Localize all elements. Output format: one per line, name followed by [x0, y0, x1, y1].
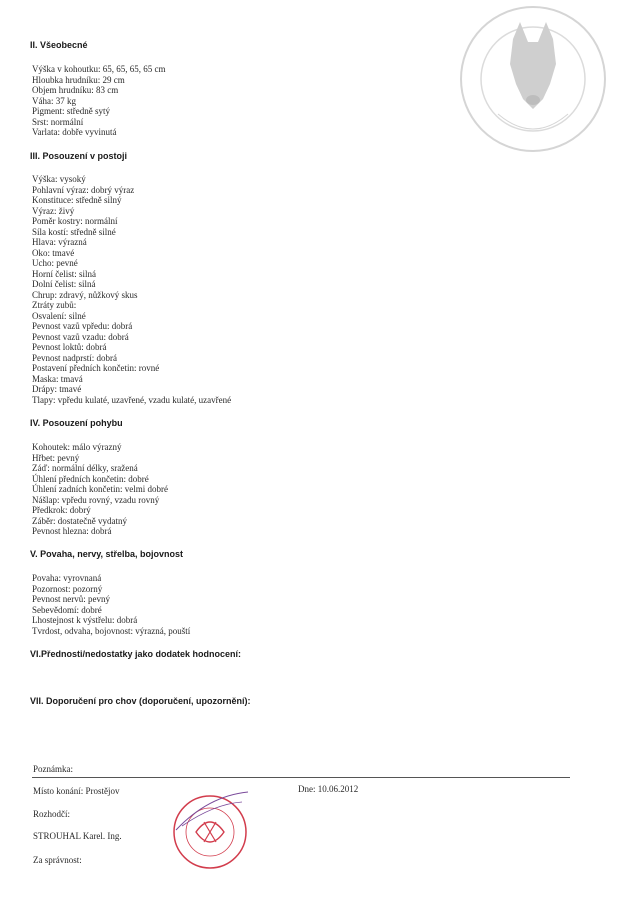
- date-text: Dne: 10.06.2012: [298, 784, 359, 794]
- section-6-heading: VI.Přednosti/nedostatky jako dodatek hodnocení:: [30, 649, 242, 659]
- text-line: Ucho: pevné: [32, 258, 78, 268]
- section-4-lines: [32, 442, 168, 537]
- section-5-heading: V. Povaha, nervy, střelba, bojovnost: [30, 549, 184, 559]
- text-line: Pevnost hlezna: dobrá: [32, 526, 112, 536]
- kennel-club-stamp: [168, 790, 260, 870]
- divider-line: [32, 777, 570, 778]
- judge-label: Rozhodčí:: [33, 809, 70, 819]
- section-2-lines: [32, 64, 166, 138]
- text-line: Varlata: dobře vyvinutá: [32, 127, 117, 137]
- text-line: Tlapy: vpředu kulaté, uzavřené, vzadu kulaté, uzavřené: [32, 394, 232, 405]
- text-line: Oko: tmavé: [32, 247, 75, 258]
- text-line: Pevnost loktů: dobrá: [32, 342, 107, 352]
- text-line: Chrup: zdravý, nůžkový skus: [32, 289, 138, 300]
- text-line: Nášlap: vpředu rovný, vzadu rovný: [32, 494, 160, 505]
- section-4-heading: IV. Posouzení pohybu: [30, 418, 123, 428]
- text-line: Horní čelist: silná: [32, 268, 96, 279]
- text-line: Pevnost nadprstí: dobrá: [32, 352, 117, 363]
- text-line: Výška: vysoký: [32, 174, 86, 184]
- text-line: Postavení předních končetin: rovné: [32, 363, 160, 373]
- text-line: Výraz: živý: [32, 205, 75, 216]
- text-line: Pevnost vazů vpředu: dobrá: [32, 321, 133, 331]
- note-label: Poznámka:: [33, 764, 73, 774]
- text-line: Výška v kohoutku: 65, 65, 65, 65 cm: [32, 64, 166, 74]
- text-line: Pozornost: pozorný: [32, 583, 103, 594]
- text-line: Ztráty zubů:: [32, 300, 77, 310]
- german-shepherd-seal-watermark: [458, 4, 608, 154]
- text-line: Pohlavní výraz: dobrý výraz: [32, 184, 135, 195]
- section-3-heading: III. Posouzení v postoji: [30, 151, 128, 161]
- text-line: Pigment: středně sytý: [32, 106, 110, 116]
- text-line: Objem hrudníku: 83 cm: [32, 85, 119, 95]
- text-line: Povaha: vyrovnaná: [32, 573, 102, 583]
- text-line: Tvrdost, odvaha, bojovnost: výrazná, pouští: [32, 625, 191, 636]
- text-line: Hloubka hrudníku: 29 cm: [32, 74, 125, 85]
- text-line: Kohoutek: málo výrazný: [32, 442, 122, 452]
- text-line: Drápy: tmavé: [32, 384, 82, 394]
- judge-name: STROUHAL Karel. Ing.: [33, 831, 122, 841]
- section-5-lines: [32, 573, 190, 636]
- correctness-label: Za správnost:: [33, 855, 82, 865]
- text-line: Hlava: výrazná: [32, 237, 87, 247]
- section-2-heading: II. Všeobecné: [30, 40, 88, 50]
- section-7-heading: VII. Doporučení pro chov (doporučení, upozornění):: [30, 696, 251, 706]
- text-line: Maska: tmavá: [32, 373, 83, 384]
- text-line: Pevnost vazů vzadu: dobrá: [32, 331, 129, 342]
- text-line: Záď: normální délky, sražená: [32, 463, 138, 473]
- text-line: Sebevědomí: dobré: [32, 604, 102, 615]
- text-line: Záběr: dostatečně vydatný: [32, 515, 127, 526]
- text-line: Hřbet: pevný: [32, 452, 80, 463]
- text-line: Dolní čelist: silná: [32, 279, 96, 289]
- section-3-lines: [32, 174, 231, 405]
- text-line: Srst: normální: [32, 116, 84, 127]
- text-line: Síla kostí: středně silné: [32, 226, 116, 237]
- text-line: Váha: 37 kg: [32, 95, 76, 106]
- text-line: Úhlení předních končetin: dobré: [32, 473, 149, 484]
- text-line: Poměr kostry: normální: [32, 216, 118, 226]
- text-line: Úhlení zadních končetin: velmi dobré: [32, 484, 168, 494]
- text-line: Osvalení: silné: [32, 310, 86, 321]
- text-line: Pevnost nervů: pevný: [32, 594, 110, 604]
- venue-text: Místo konání: Prostějov: [33, 786, 120, 796]
- text-line: Lhostejnost k výstřelu: dobrá: [32, 615, 138, 625]
- text-line: Předkrok: dobrý: [32, 505, 91, 515]
- text-line: Konstituce: středně silný: [32, 195, 122, 205]
